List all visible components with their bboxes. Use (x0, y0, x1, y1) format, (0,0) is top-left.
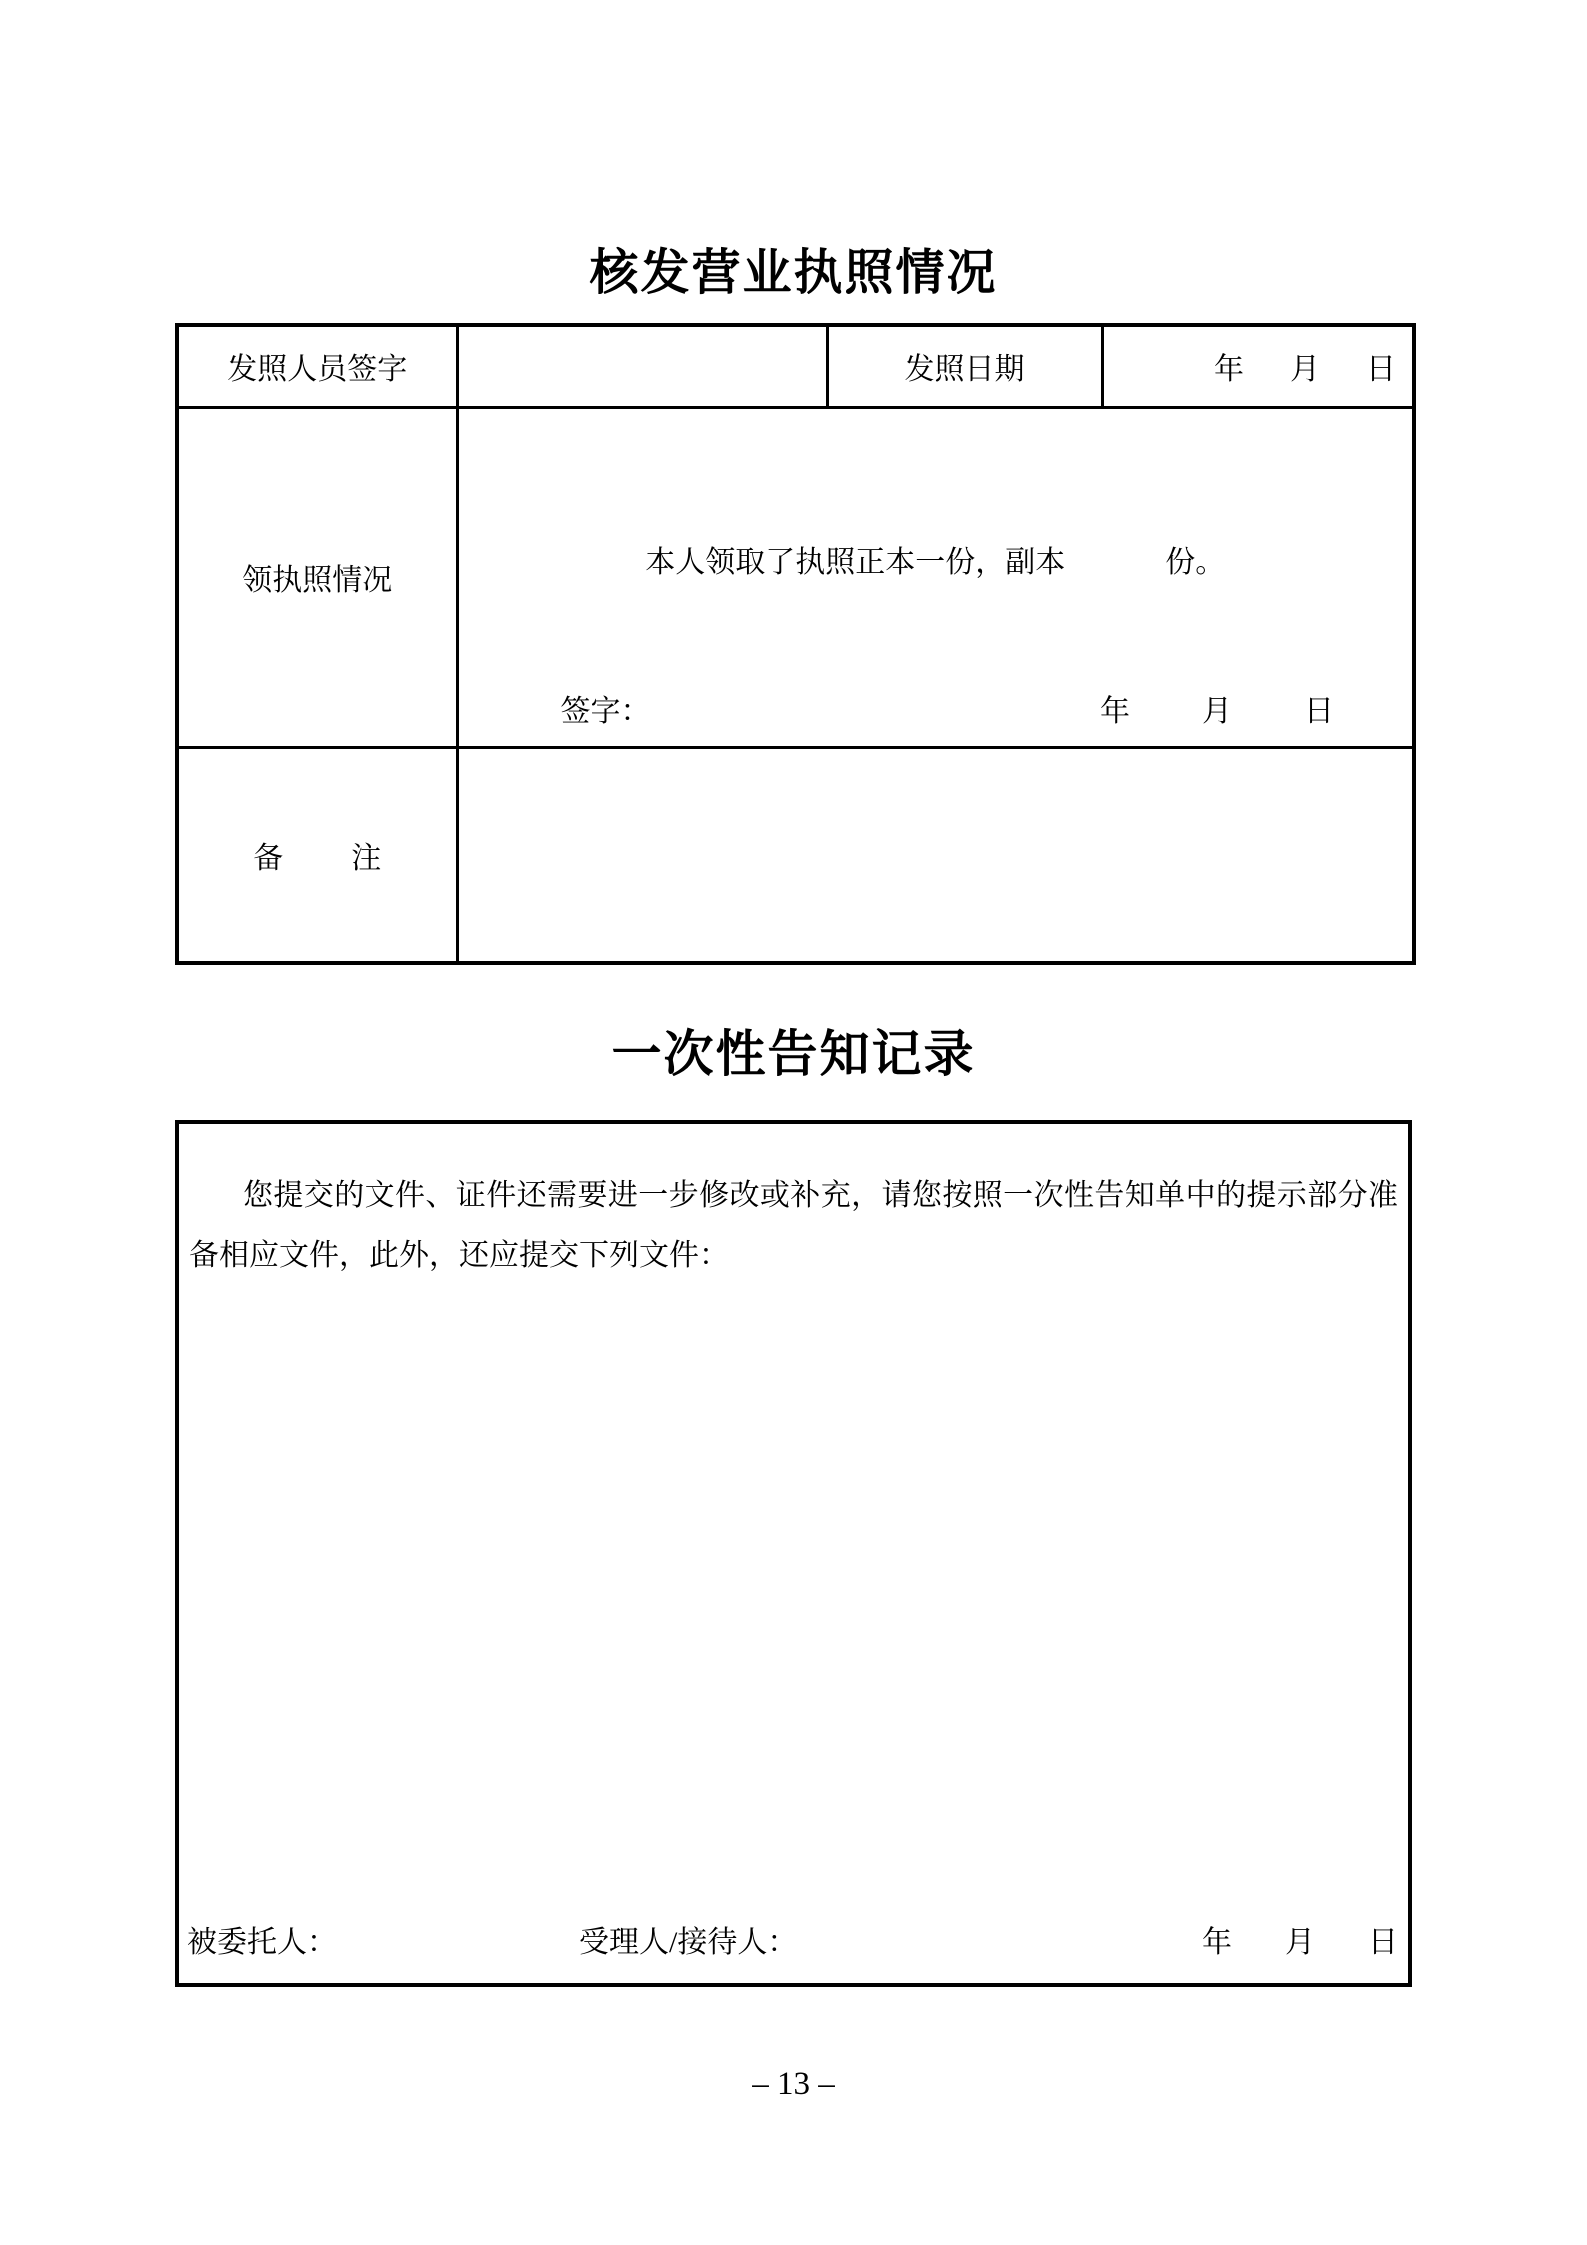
page-number: – 13 – (752, 2066, 835, 2102)
year-label: 年 (1100, 694, 1130, 728)
month-label: 月 (1202, 694, 1232, 728)
license-receipt-label: 领执照情况 (177, 407, 457, 747)
remarks-label: 备 注 (177, 747, 457, 963)
year-label: 年 (1214, 353, 1244, 387)
issuer-signature-blank (457, 325, 827, 407)
issuer-signature-label: 发照人员签字 (177, 325, 457, 407)
sign-date-ymd (1100, 686, 1334, 730)
day-label: 日 (1366, 353, 1396, 387)
section2-title: 一次性告知记录 (611, 1026, 976, 1082)
issue-date-label: 发照日期 (827, 325, 1102, 407)
year-label: 年 (1202, 1926, 1232, 1959)
remarks-blank (457, 747, 1414, 963)
receipt-statement (459, 537, 1413, 581)
table-row (177, 747, 1414, 963)
month-label: 月 (1285, 1926, 1315, 1959)
one-time-notice-box (175, 1120, 1412, 1987)
issue-date-ymd (1104, 344, 1413, 388)
sign-row (561, 686, 1335, 730)
license-receipt-cell (457, 407, 1414, 747)
entrusted-person-label: 被委托人： (187, 1926, 337, 1959)
notice-paragraph: 您提交的文件、证件还需要进一步修改或补充，请您按照一次性告知单中的提示部分准备相应文件，此外，还应提交下列文件： (189, 1179, 1398, 1272)
notice-footer (179, 1919, 1408, 1961)
license-issuance-table (175, 323, 1416, 965)
footer-date-ymd (1202, 1917, 1398, 1961)
table-row (177, 407, 1414, 747)
receipt-statement-prefix: 本人领取了执照正本一份，副本 (645, 545, 1066, 579)
issue-date-cell (1102, 325, 1414, 407)
sign-label: 签字： (560, 694, 651, 728)
day-label: 日 (1304, 694, 1334, 728)
acceptor-label: 受理人/接待人： (579, 1926, 798, 1959)
day-label: 日 (1368, 1926, 1398, 1959)
month-label: 月 (1290, 353, 1320, 387)
receipt-statement-suffix: 份。 (1165, 545, 1226, 579)
section1-title: 核发营业执照情况 (589, 245, 998, 300)
table-row (177, 325, 1414, 407)
